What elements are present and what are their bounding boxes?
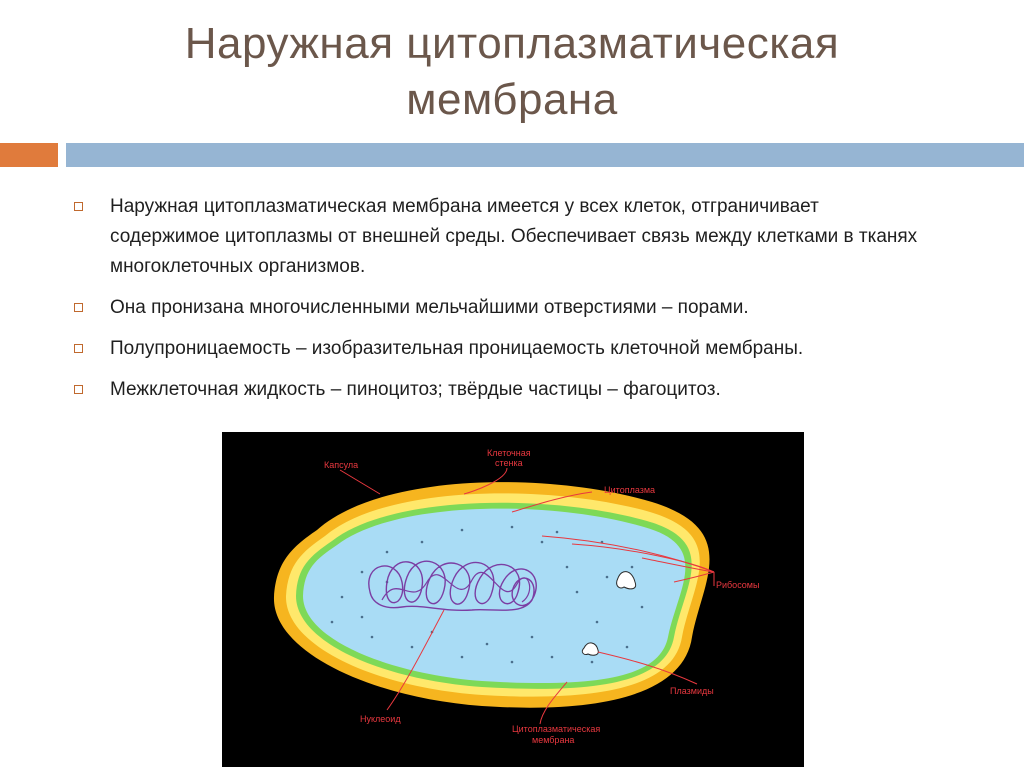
bullet-item xyxy=(74,375,924,405)
square-bullet-icon xyxy=(74,385,83,394)
square-bullet-icon xyxy=(74,202,83,211)
accent-bar-blue xyxy=(66,143,1024,167)
bullet-list xyxy=(74,192,924,416)
slide-title-line2: мембрана xyxy=(406,75,618,124)
label-cell-wall-line1: Клеточная xyxy=(487,448,531,458)
label-capsule: Капсула xyxy=(324,460,359,470)
square-bullet-icon xyxy=(74,303,83,312)
square-bullet-icon xyxy=(74,344,83,353)
label-membrane-line1: Цитоплазматическая xyxy=(512,724,601,734)
bullet-text: Межклеточная жидкость – пиноцитоз; твёрдые частицы – фагоцитоз. xyxy=(110,379,721,400)
label-cell-wall-line2: стенка xyxy=(495,458,523,468)
bacterial-cell-diagram xyxy=(222,432,804,767)
label-cytoplasm: Цитоплазма xyxy=(604,485,656,495)
accent-bar-orange xyxy=(0,143,58,167)
bacterial-cell-figure xyxy=(222,432,804,767)
label-membrane-line2: мембрана xyxy=(532,735,575,745)
label-nucleoid: Нуклеоид xyxy=(360,714,401,724)
bullet-text: Она пронизана многочисленными мельчайшими отверстиями – порами. xyxy=(110,297,749,318)
bullet-text: Наружная цитоплазматическая мембрана имеется у всех клеток, отграничивает содержимое цитоплазмы от внешней среды. Обеспечивает связь между клетками в тканях многоклеточных организмов. xyxy=(110,196,918,277)
bullet-item xyxy=(74,334,924,364)
slide-title xyxy=(0,16,1024,128)
slide-title-line1: Наружная цитоплазматическая xyxy=(184,19,840,68)
bullet-item xyxy=(74,192,924,282)
label-plasmids: Плазмиды xyxy=(670,686,714,696)
label-ribosomes: Рибосомы xyxy=(716,580,760,590)
bullet-text: Полупроницаемость – изобразительная проницаемость клеточной мембраны. xyxy=(110,338,804,359)
bullet-item xyxy=(74,293,924,323)
